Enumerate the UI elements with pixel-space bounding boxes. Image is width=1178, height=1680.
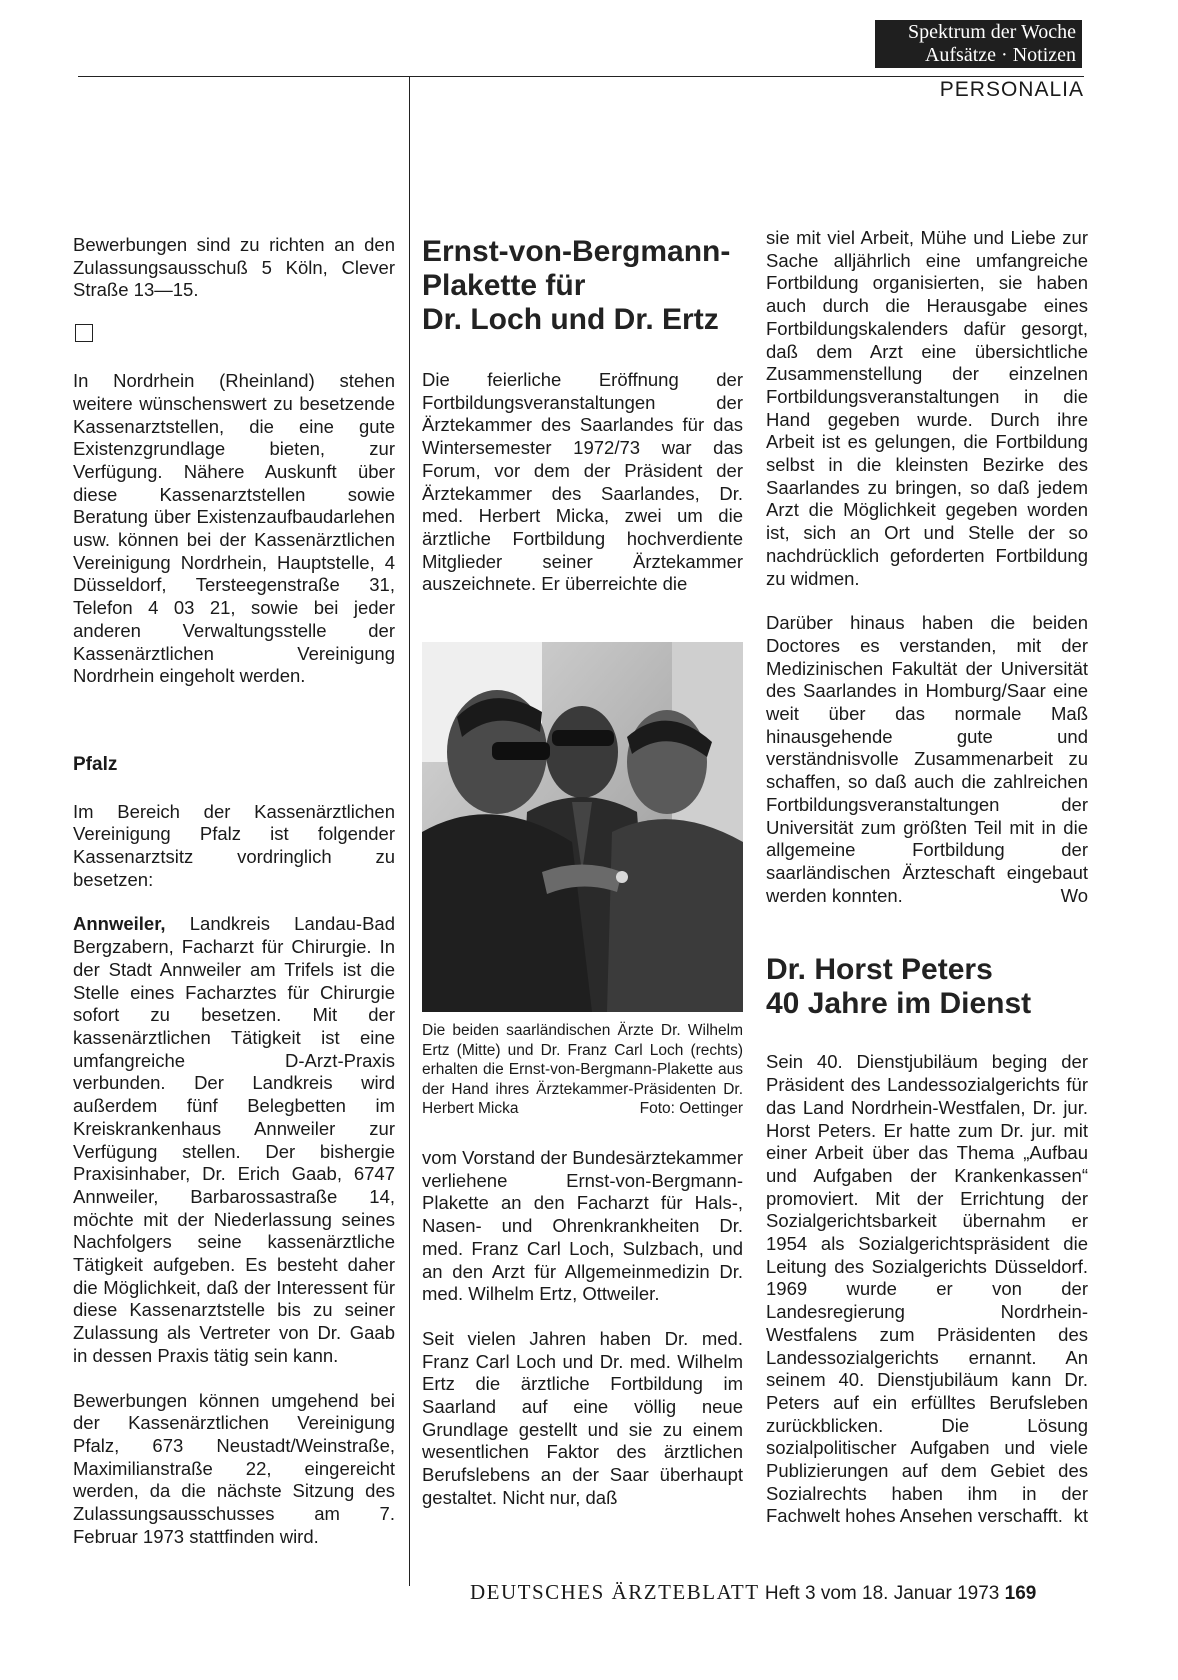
issue-info: Heft 3 vom 18. Januar 1973 — [764, 1583, 1000, 1604]
paragraph: vom Vorstand der Bundesärztekammer verliehene Ernst-von-Bergmann-Plakette an den Facharzt für Hals-, Nasen- und Ohrenkrankheiten Dr. med. Franz Carl Loch, Sulzbach, und an den Arzt für Allgemeinmedizin Dr. med. Wilhelm Ertz, Ottweiler. — [422, 1147, 743, 1305]
column-middle — [422, 235, 743, 618]
paragraph-text: Landkreis Landau-Bad Bergzabern, Facharzt für Chirurgie. In der Stadt Annweiler am Trifels ist die Stelle eines Facharztes für Chirurgie sofort zu besetzen. Mit der kassenärztlichen Tätigkeit ist eine umfangreiche D-Arzt-Praxis verbunden. Der Landkreis wird außerdem fünf Belegbetten im Kreiskrankenhaus Annweiler zur Verfügung stellen. Der bishergie Praxisinhaber, Dr. Erich Gaab, 6747 Annweiler, Barbarossastraße 14, möchte mit der Niederlassung seines Nachfolgers seine kassenärztliche Tätigkeit aufgeben. Es besteht daher die Möglichkeit, daß der Interessent für diese Kassenarztstelle bis zu seiner Zulassung als Vertreter von Dr. Gaab in dessen Praxis tätig sein kann. — [73, 913, 395, 1366]
news-photo — [422, 642, 743, 1012]
column-right — [766, 227, 1088, 1550]
paragraph: Bewerbungen sind zu richten an den Zulassungsausschuß 5 Köln, Clever Straße 13—15. — [73, 234, 395, 301]
section-title: PERSONALIA — [939, 78, 1084, 101]
subheading-pfalz: Pfalz — [73, 753, 118, 775]
author-initials: Wo — [1060, 884, 1088, 906]
badge-line-2: Aufsätze · Notizen — [924, 44, 1076, 66]
photo-illustration — [422, 642, 743, 1012]
headline-line: Dr. Horst Peters — [766, 953, 993, 987]
paragraph: sie mit viel Arbeit, Mühe und Liebe zur Sache alljährlich eine umfangreiche Fortbildung organisierten, sie haben auch durch die Herausgabe eines Fortbildungskalenders dafür gesorgt, daß dem Arzt eine übersichtliche Zusammenstellung der einzelnen Fortbildungsveranstaltungen in die Hand gegeben wurde. Durch ihre Arbeit ist es gelungen, die Fortbildung selbst in die kleinsten Bezirke des Saarlandes zu bringen, so daß jedem Arzt die Möglichkeit gegeben worden ist, sich an Ort und Stelle der so nachdrücklich geforderten Fortbildung zu widmen. — [766, 227, 1088, 589]
badge-line-1: Spektrum der Woche — [908, 21, 1076, 43]
column-left — [73, 234, 395, 1570]
photo-credit: Foto: Oettinger — [639, 1100, 743, 1117]
paragraph — [73, 913, 395, 1367]
paragraph: Im Bereich der Kassenärztlichen Vereinigung Pfalz ist folgender Kassenarztsitz vordringlich zu besetzen: — [73, 800, 395, 890]
article-headline — [766, 953, 1088, 1021]
top-rule — [78, 76, 1084, 77]
paragraph: Bewerbungen können umgehend bei der Kassenärztlichen Vereinigung Pfalz, 673 Neustadt/Weinstraße, Maximilianstraße 22, eingereicht werden, da die nächste Sitzung des Zulassungsausschusses am 7. Februar 1973 stattfinden wird. — [73, 1389, 395, 1547]
section-badge — [875, 20, 1082, 68]
checkbox-square-icon — [75, 324, 93, 342]
author-initials: kt — [1073, 1505, 1088, 1527]
page-footer — [470, 1580, 1036, 1605]
place-name: Annweiler, — [73, 913, 166, 935]
photo-caption — [422, 1021, 743, 1119]
article-headline — [422, 235, 743, 337]
paragraph-text: Darüber hinaus haben die beiden Doctores es verstanden, mit der Medizinischen Fakultät der Universität des Saarlandes in Homburg/Saar eine weit über das normale Maß hinausgehende gute und verständnisvolle Zusammenarbeit zu schaffen, so daß auch die zahlreichen Fortbildungsveranstaltungen der Universität zum größten Teil mit in die allgemeine Fortbildung der saarländischen Ärzteschaft eingebaut werden konnten. — [766, 612, 1088, 906]
headline-line: Dr. Loch und Dr. Ertz — [422, 303, 719, 336]
headline-line: Ernst-von-Bergmann- — [422, 235, 731, 268]
caption-text: Die beiden saarländischen Ärzte Dr. Wilhelm Ertz (Mitte) und Dr. Franz Carl Loch (rechts) erhalten die Ernst-von-Bergmann-Plakette aus der Hand ihres Ärztekammer-Präsidenten Dr. Herbert Micka — [422, 1022, 743, 1117]
page-number: 169 — [1004, 1583, 1037, 1604]
paragraph-text: Sein 40. Dienstjubiläum beging der Präsident des Landessozialgerichts für das Land Nordrhein-Westfalen, Dr. jur. Horst Peters. Er hatte zum Dr. jur. mit einer Arbeit über das Thema „Aufbau und Aufgaben der Krankenkassen“ promoviert. Mit der Errichtung der Sozialgerichtsbarkeit übernahm er 1954 als Sozialgerichtspräsident die Leitung des Sozialgerichts Düsseldorf. 1969 wurde er von der Landesregierung Nordrhein-Westfalens zum Präsidenten des Landessozialgerichts ernannt. An seinem 40. Dienstjubiläum kann Dr. Peters auf ein erfülltes Berufsleben zurückblicken. Die Lösung sozialpolitischer Aufgaben und viele Publizierungen auf dem Gebiet des Sozialrechts haben ihm in der Fachwelt hohes Ansehen verschafft. — [766, 1051, 1088, 1527]
column-divider — [409, 76, 410, 1586]
paragraph — [766, 612, 1088, 907]
paragraph — [766, 1051, 1088, 1528]
headline-line: 40 Jahre im Dienst — [766, 987, 1032, 1021]
paragraph: Seit vielen Jahren haben Dr. med. Franz Carl Loch und Dr. med. Wilhelm Ertz die ärztliche Fortbildung im Saarland auf eine völlig neue Grundlage gestellt und sie zu einem wesentlichen Faktor des ärztlichen Berufslebens an der Saar überhaupt gestaltet. Nicht nur, daß — [422, 1327, 743, 1508]
headline-line: Plakette für — [422, 269, 586, 302]
column-middle-continued — [422, 1147, 743, 1532]
magazine-name: DEUTSCHES ÄRZTEBLATT — [470, 1580, 760, 1604]
paragraph: In Nordrhein (Rheinland) stehen weitere wünschenswert zu besetzende Kassenarztstellen, die eine gute Existenzgrundlage bieten, zur Verfügung. Nähere Auskunft über diese Kassenarztstellen sowie Beratung über Existenzaufbaudarlehen usw. können bei der Kassenärztlichen Vereinigung Nordrhein, Hauptstelle, 4 Düsseldorf, Tersteegenstraße 31, Telefon 4 03 21, sowie bei jeder anderen Verwaltungsstelle der Kassenärztlichen Vereinigung Nordrhein eingeholt werden. — [73, 370, 395, 687]
paragraph: Die feierliche Eröffnung der Fortbildungsveranstaltungen der Ärztekammer des Saarlandes für das Wintersemester 1972/73 war das Forum, vor dem der Präsident der Ärztekammer des Saarlandes, Dr. med. Herbert Micka, zwei um die ärztliche Fortbildung hochverdiente Mitglieder seiner Ärztekammer auszeichnete. Er überreichte die — [422, 369, 743, 595]
